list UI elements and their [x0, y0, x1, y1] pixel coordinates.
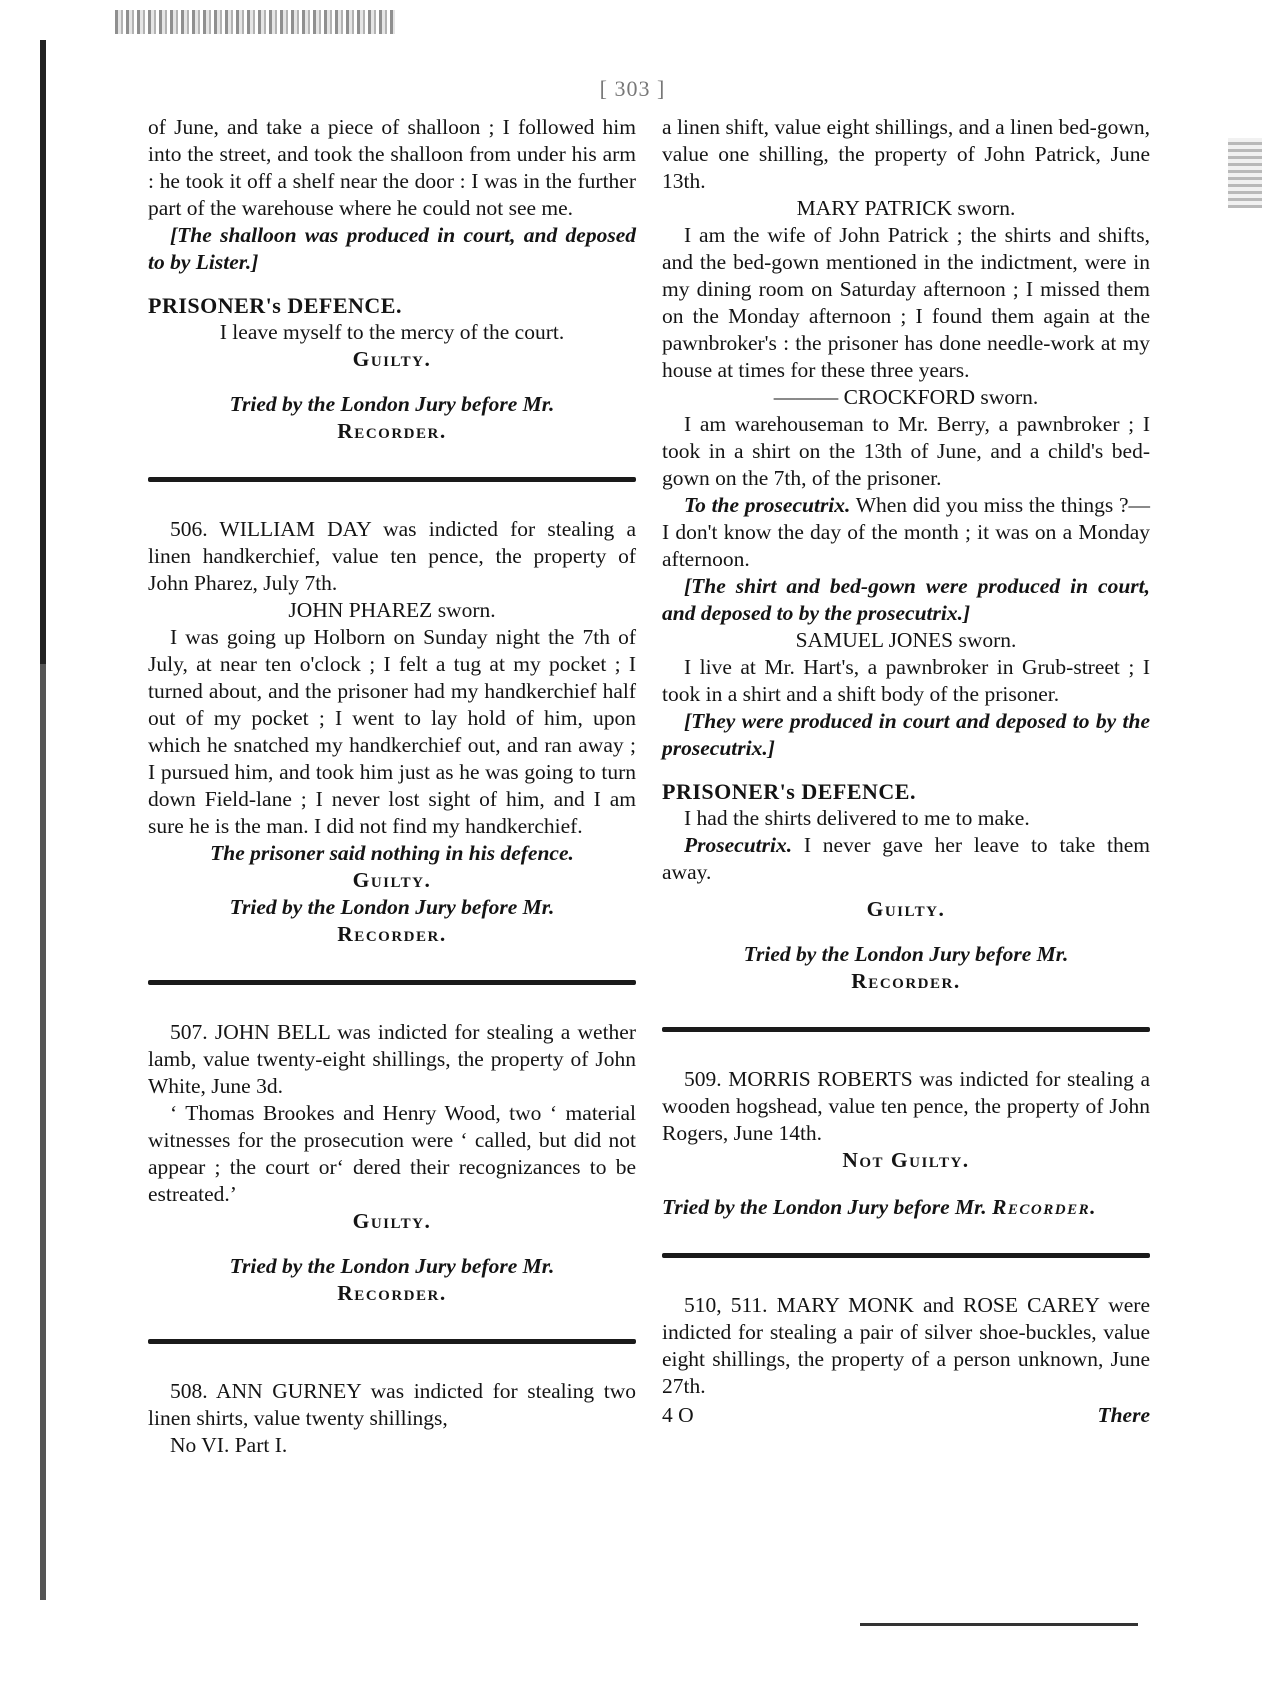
witness-sworn: SAMUEL JONES sworn. — [795, 628, 1017, 652]
testimony: I am the wife of John Patrick ; the shirts and shifts, and the bed-gown mentioned in the indictment, were in my dining room on Saturday afternoon ; I missed them on the Monday afternoon ; I found them again at the pawnbroker's : the prisoner has done needle-work at my house at times for these three years. — [662, 223, 1150, 382]
section-rule — [662, 1027, 1150, 1032]
verdict: Not Guilty. — [842, 1148, 970, 1172]
case-heading: 508. ANN GURNEY was indicted for stealing two linen shirts, value twenty shillings, — [148, 1379, 636, 1430]
testimony: I was going up Holborn on Sunday night the 7th of July, at near ten o'clock ; I felt a tug at my pocket ; I turned about, and the prisoner had my handkerchief half out of my pocket ; I went to lay hold of him, upon which he snatched my handkerchief out, and ran away ; I pursued him, and took him just as he was going to turn down Field-lane ; I never lost sight of him, and I am sure he is the man. I did not find my handkerchief. — [148, 625, 636, 838]
recorder: Recorder. — [337, 419, 447, 443]
page-footer — [662, 1402, 1150, 1429]
defence-heading: PRISONER's DEFENCE. — [148, 293, 402, 318]
court-note: [The shirt and bed-gown were produced in court, and deposed to by the prosecutrix.] — [662, 574, 1150, 625]
prosecutrix-label: Prosecutrix. — [684, 833, 793, 857]
tried-line: Tried by the London Jury before Mr. — [229, 392, 555, 416]
section-rule — [148, 1339, 636, 1344]
scan-smudge — [1228, 138, 1262, 208]
verdict: Guilty. — [866, 897, 946, 921]
case-heading: 506. WILLIAM DAY was indicted for stealing a linen handkerchief, value ten pence, the property of John Pharez, July 7th. — [148, 517, 636, 595]
case-heading: 509. MORRIS ROBERTS was indicted for stealing a wooden hogshead, value ten pence, the property of John Rogers, June 14th. — [662, 1067, 1150, 1145]
case-heading: 507. JOHN BELL was indicted for stealing a wether lamb, value twenty-eight shillings, the property of John White, June 3d. — [148, 1020, 636, 1098]
left-column — [148, 114, 636, 1459]
testimony: I am warehouseman to Mr. Berry, a pawnbroker ; I took in a shirt on the 13th of June, and a child's bed-gown on the 7th, of the prisoner. — [662, 412, 1150, 490]
verdict: Guilty. — [352, 347, 432, 371]
tried-line: Tried by the London Jury before Mr. — [743, 942, 1069, 966]
witness-sworn: MARY PATRICK sworn. — [796, 196, 1016, 220]
section-rule — [148, 477, 636, 482]
question-label: To the prosecutrix. — [684, 493, 851, 517]
case-heading: 510, 511. MARY MONK and ROSE CAREY were indicted for stealing a pair of silver shoe-buckles, value eight shillings, the property of a person unknown, June 27th. — [662, 1293, 1150, 1398]
scan-smudge — [115, 10, 395, 34]
tried-line — [662, 1194, 1150, 1221]
section-rule — [148, 980, 636, 985]
tried-line: Tried by the London Jury before Mr. — [229, 895, 555, 919]
paragraph: of June, and take a piece of shalloon ; I followed him into the street, and took the shalloon from under his arm : he took it off a shelf near the door : I was in the further part of the warehouse where he could not see me. — [148, 115, 636, 220]
binding-shadow — [40, 40, 46, 1600]
verdict: Guilty. — [352, 1209, 432, 1233]
defence-text: I had the shirts delivered to me to make. — [684, 806, 1030, 830]
prosecutrix-reply — [662, 832, 1150, 886]
catchword: There — [1097, 1403, 1150, 1427]
recorder: Recorder. — [337, 1281, 447, 1305]
scan-mark — [860, 1623, 1138, 1626]
testimony: I live at Mr. Hart's, a pawnbroker in Grub-street ; I took in a shirt and a shift body of the prisoner. — [662, 655, 1150, 706]
tried-text: Tried by the London Jury before Mr. — [662, 1195, 987, 1219]
prosecutrix-text: I never gave her leave to take them away. — [662, 833, 1150, 884]
witness-sworn: JOHN PHAREZ sworn. — [288, 598, 496, 622]
sheet-signature: 4 O — [662, 1403, 694, 1427]
court-note: [They were produced in court and deposed to by the prosecutrix.] — [662, 709, 1150, 760]
court-note: The prisoner said nothing in his defence. — [210, 841, 574, 865]
tried-line: Tried by the London Jury before Mr. — [229, 1254, 555, 1278]
recorder: Recorder. — [337, 922, 447, 946]
witness-sworn: ——— CROCKFORD sworn. — [773, 385, 1039, 409]
recorder: Recorder. — [851, 969, 961, 993]
recorder: Recorder. — [992, 1195, 1097, 1219]
section-rule — [662, 1253, 1150, 1258]
quoted-note: ‘ Thomas Brookes and Henry Wood, two ‘ material witnesses for the prosecution were ‘ called, but did not appear ; the court or‘ dered their recognizances to be estreated.’ — [148, 1101, 636, 1206]
defence-heading: PRISONER's DEFENCE. — [662, 779, 916, 804]
question-text: When did you miss the things ?—I don't know the day of the month ; it was on a Monday afternoon. — [662, 493, 1150, 571]
question — [662, 492, 1150, 573]
page-number: [ 303 ] — [599, 76, 666, 101]
court-note: [The shalloon was produced in court, and deposed to by Lister.] — [148, 223, 636, 274]
signature-mark: No VI. Part I. — [170, 1433, 288, 1457]
verdict: Guilty. — [352, 868, 432, 892]
right-column — [662, 114, 1150, 1429]
paragraph: a linen shift, value eight shillings, and a linen bed-gown, value one shilling, the property of John Patrick, June 13th. — [662, 115, 1150, 193]
defence-text: I leave myself to the mercy of the court. — [219, 320, 565, 344]
